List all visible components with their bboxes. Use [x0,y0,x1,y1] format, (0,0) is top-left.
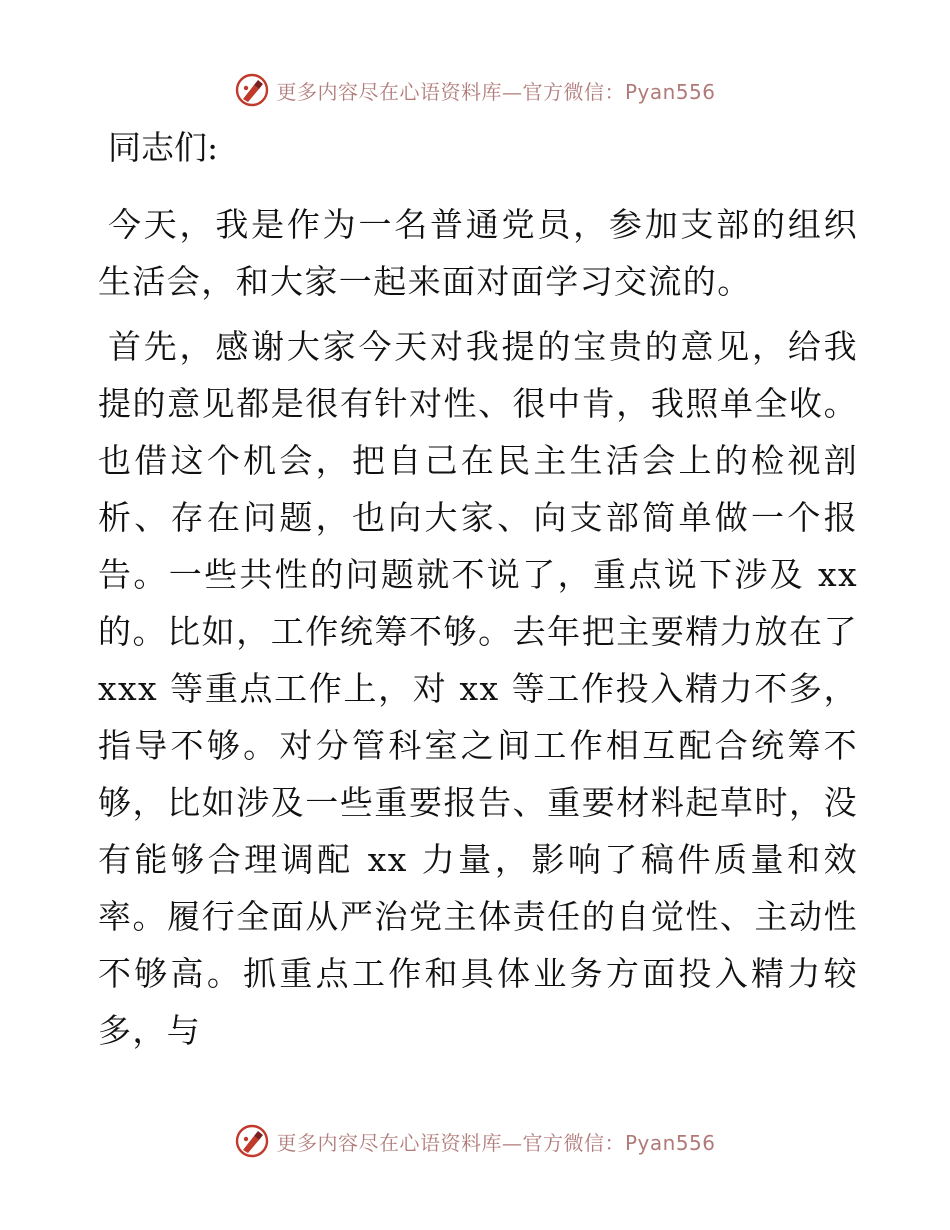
watermark-text: 更多内容尽在心语资料库—官方微信：Pyan556 [276,1130,716,1155]
salutation: 同志们: [108,128,219,167]
paragraph-2: 首先，感谢大家今天对我提的宝贵的意见，给我提的意见都是很有针对性、很中肯，我照单全收。也借这个机会，把自己在民主生活会上的检视剖析、存在问题，也向大家、向支部简单做一个报告。一些共性的问题就不说了，重点说下涉及 xx 的。比如，工作统筹不够。去年把主要精力放在了 xxx 等重点工作上，对 xx 等工作投入精力不多，指导不够。对分管科室之间工作相互配合统筹不够，比如涉及一些重要报告、重要材料起草时，没有能够合理调配 xx 力量，影响了稿件质量和效率。履行全面从严治党主体责任的自觉性、主动性不够高。抓重点工作和具体业务方面投入精力较多，与 [98,327,858,1050]
watermark-text: 更多内容尽在心语资料库—官方微信：Pyan556 [276,79,716,104]
wechat-id: Pyan556 [624,79,716,104]
pen-logo-icon [234,1123,270,1159]
wechat-id: Pyan556 [624,1130,716,1155]
footer-watermark [0,1121,950,1161]
document-body [98,120,858,1067]
header-watermark [0,70,950,110]
paragraph-1: 今天，我是作为一名普通党员，参加支部的组织生活会，和大家一起来面对面学习交流的。 [98,205,858,301]
pen-logo-icon [234,72,270,108]
